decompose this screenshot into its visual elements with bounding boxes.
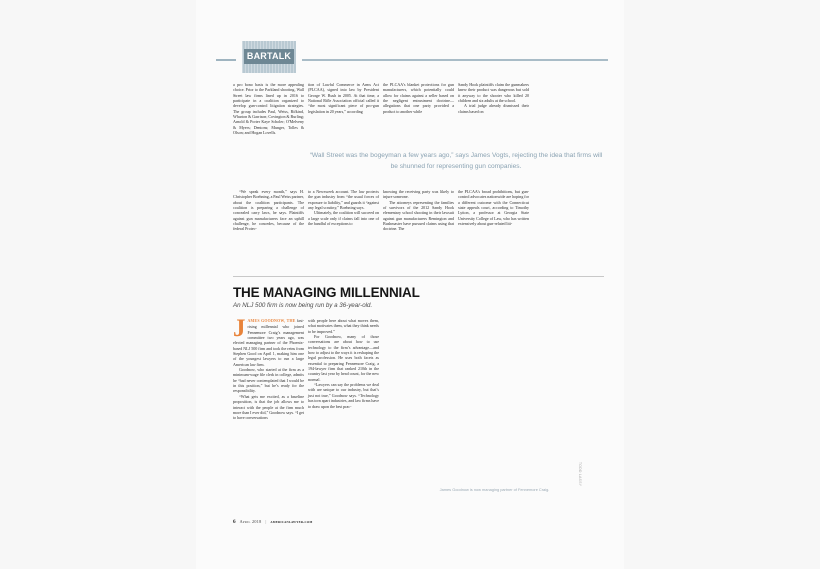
top-story-lower-column-1 xyxy=(233,189,304,232)
header-rule-left xyxy=(216,59,236,61)
top-story-column-1 xyxy=(233,82,304,135)
paragraph: the PLCAA’s blanket protections for gun manufacturers, which potentially could allow for claims against a seller based on the negligent entrustment doctrine—allegations that one party provided a product to another while xyxy=(383,82,454,114)
feature-deck: An NLJ 500 firm is now being run by a 36-year-old. xyxy=(233,302,373,309)
folio-number: 6 xyxy=(233,519,236,525)
paragraph: “What gets me excited, as a baseline proposition, is that the job allows me to interact with the people at the firm much more than I ever did,” Goodnow says. “I get to have conversations xyxy=(233,393,304,421)
page-footer xyxy=(233,519,312,525)
paragraph: A trial judge already dismissed their claims based on xyxy=(458,103,529,114)
paragraph xyxy=(233,315,305,367)
lede-smallcaps: AMES GOODNOW, THE xyxy=(247,319,296,323)
lede-text: fast-rising millennial who joined Fennemore Craig’s management committee two years ago, was elected managing partner of the Phoenix-based NLJ 500 firm and took the reins from Stephen Good on April 1, making him one of the youngest lawyers to run a large American law firm. xyxy=(233,318,305,367)
badge-label-talk: TALK xyxy=(266,51,292,61)
top-story-lower-column-4 xyxy=(458,189,529,226)
photo-caption: James Goodnow is now managing partner of Fennemore Craig. xyxy=(439,487,550,492)
badge-label-bar: BAR xyxy=(246,51,267,61)
top-story-column-2 xyxy=(308,82,379,114)
top-story-column-3 xyxy=(383,82,454,114)
top-story-column-4 xyxy=(458,82,529,114)
section-divider xyxy=(233,276,604,277)
bartalk-badge xyxy=(242,41,296,73)
paragraph: with people here about what moves them, what motivates them, what they think needs to be improved.” xyxy=(308,318,379,334)
top-story-lower-column-3 xyxy=(383,189,454,232)
footer-website: americanlawyer.com xyxy=(270,519,313,524)
top-story-lower-column-2 xyxy=(308,189,379,226)
page-title: THE MANAGING MILLENNIAL xyxy=(233,285,420,300)
pull-quote: “Wall Street was the bogeyman a few years ago,” says James Vogts, rejecting the idea that firms will be shunned for representing gun companies. xyxy=(309,152,603,170)
feature-column-1 xyxy=(233,315,305,421)
page-sheet xyxy=(196,0,624,569)
paragraph: The attorneys representing the families of survivors of the 2012 Sandy Hook elementary school shooting in their lawsuit against gun manufacturers Remington and Bushmaster have pursued claims using that doctrine. The xyxy=(383,199,454,232)
feature-photo xyxy=(385,318,604,481)
paragraph: a pro bono basis is the more appealing choice. Prior to the Parkland shooting, Wall Street law firms lined up in 2016 to participate in a coalition organized to develop gun-control litigation strategies. The group includes Paul, Weiss, Rifkind, Wharton & Garrison; Covington & Burling; Arnold & Porter Kaye Scholer; O'Melveny & Myers; Dentons; Munger, Tolles & Olson; and Hogan Lovells. xyxy=(233,82,304,136)
header-rule-right xyxy=(302,59,608,61)
feature-column-2 xyxy=(308,318,379,409)
paragraph: “We speak every month,” says H. Christopher Boehning, a Paul Weiss partner, about the coalition participants. The coalition is preparing a challenge of concealed carry laws, he says. Plaintiffs against gun manufacturers face an uphill challenge, he concedes, because of the federal Protec- xyxy=(233,189,304,232)
drop-cap: J xyxy=(233,315,246,342)
badge-label xyxy=(244,49,294,64)
paragraph: Sandy Hook plaintiffs claim the gunmakers knew their product was dangerous but sold it anyway to the shooter who killed 20 children and six adults at the school. xyxy=(458,82,529,104)
paragraph: “Lawyers can say the problems we deal with are unique to our industry, but that’s just not true,” Goodnow says. “Technology has torn apart industries, and law firms have to draw upon the best prac- xyxy=(308,382,379,409)
paragraph: to a Newsweek account. The law protects the gun industry from “the usual forces of exposure to liability,” and guards it “against any legal scrutiny,” Boehning says. xyxy=(308,189,379,211)
issue-date: April 2018 xyxy=(239,519,262,524)
paragraph: Goodnow, who started at the firm as a minimum-wage file clerk in college, admits he “had never contemplated that I would be in this position,” but he’s ready for the responsibility. xyxy=(233,367,304,394)
paragraph: For Goodnow, many of those conversations are about how to use technology to the firm’s advantage—and how to adjust to the ways it is reshaping the legal profession. He uses both facets as essential to preparing Fennemore Craig, a 194-lawyer firm that ranked 210th in the country last year by head count, for the new normal. xyxy=(308,334,379,382)
footer-separator: | xyxy=(265,519,267,524)
paragraph: tion of Lawful Commerce in Arms Act (PLCAA), signed into law by President George W. Bush in 2005. At that time, a National Rifle Association official called it “the most significant piece of pro-gun legislation in 20 years,” according xyxy=(308,82,379,114)
paragraph: knowing the receiving party was likely to injure someone. xyxy=(383,189,454,200)
photo-credit: TODD LASSY xyxy=(578,462,582,487)
running-head xyxy=(216,41,608,75)
paragraph: the PLCAA’s broad prohibitions, but gun-control advocates nationwide are hoping for a different outcome with the Connecticut state appeals court, according to Timothy Lytton, a professor at Georgia State University College of Law, who has written extensively about gun-related liti- xyxy=(458,189,529,227)
paragraph: Ultimately, the coalition will succeed on a large scale only if claims fall into one of the handful of exceptions to xyxy=(308,210,379,227)
